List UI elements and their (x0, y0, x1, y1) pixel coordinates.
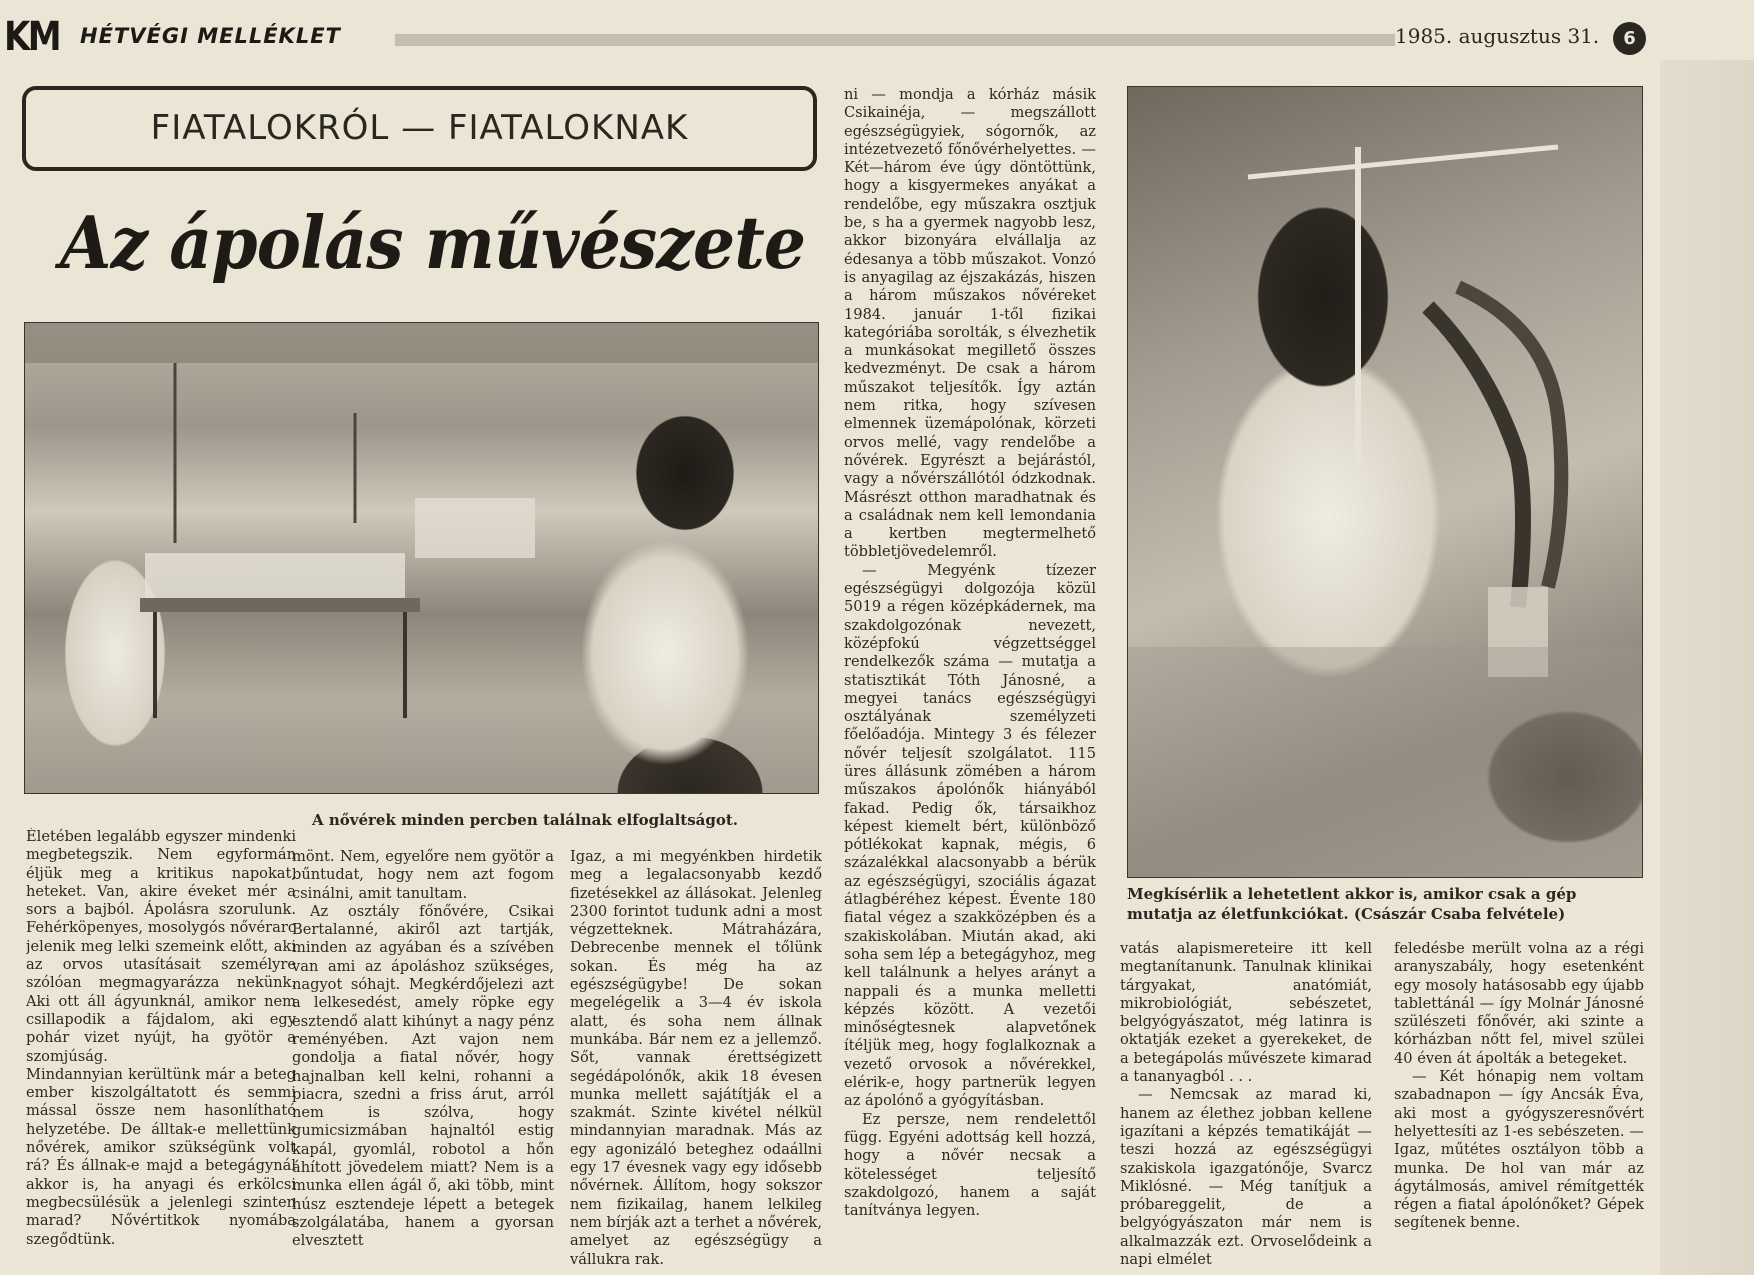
article-column-1 (26, 828, 296, 1268)
page-edge (1660, 60, 1754, 1275)
paragraph: — Két hónapig nem voltam szabadnapon — így Ancsák Éva, aki most a gyógyszeresnővért helyettesíti az 1-es sebészeten. — Igaz, műtétes osztályon több a munka. De hol van már az ágytálmosás, amivel rémítgették régen a fiatal ápolónőket? Gépek segítenek benne. (1394, 1068, 1644, 1232)
page-number: 6 (1613, 22, 1646, 55)
photo2-caption: Megkísérlik a lehetetlent akkor is, amikor csak a gép mutatja az életfunkciókat. (Császár Csaba felvétele) (1127, 885, 1577, 923)
paragraph: Igaz, a mi megyénkben hirdetik meg a legalacsonyabb kezdő fizetésekkel az állásokat. Jelenleg 2300 forintot tudunk adni a most végzetteknek. Mátraházára, Debrecenbe mennek el tőlünk sokan. És még ha az egészségügybe! De sokan megelégelik a 3—4 év iskola alatt, és soha nem állnak munkába. Bár nem ez a jellemző. Sőt, vannak érettségizett segédápolónők, akik 18 évesen munka mellett sajátítják el a szakmát. Szinte kivétel nélkül mindannyian maradnak. Más az egy agonizáló beteghez odaállni egy 17 évesnek vagy egy idősebb nővérnek. Állítom, hogy sokszor nem fizikailag, hanem lelkileg nem bírják azt a terhet a nővérek, amelyet az egészségügy a vállukra rak. (570, 848, 822, 1268)
paragraph: — Nemcsak az marad ki, hanem az élethez jobban kellene igazítani a képzés tematikáját — teszi hozzá az egészségügyi szakiskola igazgatónője, Svarcz Miklósné. — Még tanítjuk a próbareggelit, de a belgyógyászaton már nem is alkalmazzák ezt. Orvoselődeink a napi elmélet (1120, 1086, 1372, 1268)
section-rubric: FIATALOKRÓL — FIATALOKNAK (22, 86, 817, 171)
article-headline: Az ápolás művészete (60, 200, 806, 285)
newspaper-logo: KM (4, 14, 60, 60)
paragraph: Ez persze, nem rendelettől függ. Egyéni adottság kell hozzá, hogy a nővér necsak a kötelességet teljesítő szakdolgozó, hanem a saját tanítványa legyen. (844, 1110, 1096, 1220)
issue-date: 1985. augusztus 31. (1395, 24, 1600, 48)
photo1-caption: A nővérek minden percben találnak elfoglaltságot. (312, 811, 738, 829)
paragraph: vatás alapismereteire itt kell megtanítanunk. Tanulnak klinikai tárgyakat, anatómiát, mikrobiológiát, sebészetet, belgyógyászatot, még latinra is oktatják ezeket a gyerekeket, de a betegápolás művészete kimarad a tananyagból . . . (1120, 940, 1372, 1086)
paragraph: feledésbe merült volna az a régi aranyszabály, hogy esetenként egy mosoly hatásosabb egy újabb tablettánál — így Molnár Jánosné szülészeti főnővér, aki szinte a kórházban nőtt fel, mivel szülei 40 éven át ápolták a betegeket. (1394, 940, 1644, 1067)
supplement-title: HÉTVÉGI MELLÉKLET (80, 24, 341, 48)
article-column-5 (1120, 940, 1372, 1268)
paragraph: Életében legalább egyszer mindenki megbetegszik. Nem egyformán éljük meg a kritikus napokat, heteket. Van, akire éveket mér a sors a bajból. Ápolásra szorulunk. Fehérköpenyes, mosolygós nővérarc jelenik meg lelki szemeink előtt, aki az orvos utasításait személyre szólóan megmagyarázza nekünk. Aki ott áll ágyunknál, amikor nem csillapodik a fájdalom, aki egy pohár vizet nyújt, ha gyötör a szomjúság. (26, 828, 296, 1065)
paragraph: — Megyénk tízezer egészségügyi dolgozója közül 5019 a régen középkádernek, ma szakdolgozónak nevezett, középfokú végzettséggel rendelkezők száma — mutatja a statisztikát Tóth Jánosné, a megyei tanács egészségügyi osztályának személyzeti főelőadója. Mintegy 3 és félezer nővér teljesít szolgálatot. 115 üres állásunk zömében a három műszakos ápolónők hiányából fakad. Pedig ők, társaikhoz képest kiemelt bért, különböző pótlékokat kapnak, mégis, 6 százalékkal alacsonyabb a bérük az egészségügyi, szociális ágazat átlagbéréhez képest. Évente 180 fiatal végez a szakközépben és a szakiskolában. Miután akad, aki soha sem lép a betegágyhoz, meg kell találnunk a helyes arányt a nappali és a munka melletti képzés között. A vezetői minőségtesnek alapvetőnek ítéljük meg, hogy foglalkoznak a vezető orvosok a nővérekkel, elérik-e, hogy partnerük legyen az ápolónő a gyógyításban. (844, 561, 1096, 1110)
paragraph: Az osztály főnővére, Csikai Bertalanné, akiről azt tartják, minden az agyában és a szívében van ami az ápoláshoz szükséges, nagyot sóhajt. Megkérdőjelezi azt a lelkesedést, amely röpke egy esztendő alatt kihúnyt a nagy pénz reményében. Azt vajon nem gondolja a fiatal nővér, hogy hajnalban kell kelni, rohanni a piacra, szedni a friss árut, arról nem is szólva, hogy gumicsizmában hajnaltól estig kapál, gyomlál, robotol a hőn áhított jövedelem miatt? Nem is a munka ellen ágál ő, aki több, mint húsz esztendeje lépett a betegek szolgálatába, hanem a gyorsan elvesztett (292, 902, 554, 1250)
photo-ward-nurses (24, 322, 819, 794)
paragraph: ni — mondja a kórház másik Csikainéja, — megszállott egészségügyiek, sógornők, az intézetvezető főnővérhelyettes. — Két—három éve úgy döntöttünk, hogy a kisgyermekes anyákat a rendelőbe, egy műszakra osztjuk be, s ha a gyermek nagyobb lesz, akkor bizonyára elvállalja az édesanya a több műszakot. Vonzó is anyagilag az éjszakázás, hiszen a három műszakos nővéreket 1984. január 1-től fizikai kategóriába sorolták, s élvezhetik a munkásokat megillető összes kedvezményt. De csak a három műszakot teljesítők. Így aztán nem ritka, hogy szívesen elmennek üzemápolónak, körzeti orvos mellé, vagy rendelőbe a nővérek. Egyrészt a bejárástól, vagy a nővérszállótól ódzkodnak. Másrészt otthon maradhatnak és a családnak nem kell lemondania a kertben megtermelhető többletjövedelemről. (844, 86, 1096, 561)
photo-intensive-care (1127, 86, 1643, 878)
paragraph: mönt. Nem, egyelőre nem gyötör a bűntudat, hogy nem azt fogom csinálni, amit tanultam. (292, 848, 554, 902)
paragraph: Mindannyian kerültünk már a beteg ember kiszolgáltatott és semmi mással össze nem hasonlítható helyzetébe. De álltak-e mellettünk nővérek, amikor szükségünk volt rá? És állnak-e majd a betegágynál akkor is, ha anyagi és erkölcsi megbecsülésük a jelenlegi szinten marad? Nővértitkok nyomába szegődtünk. (26, 1065, 296, 1248)
article-column-6 (1394, 940, 1644, 1268)
photo-ward-illustration (25, 323, 818, 793)
article-column-3 (570, 848, 822, 1268)
masthead (0, 14, 1754, 60)
photo-icu-illustration (1128, 87, 1642, 877)
article-column-4 (844, 86, 1096, 1268)
article-column-2 (292, 848, 554, 1268)
masthead-rule (395, 34, 1395, 46)
